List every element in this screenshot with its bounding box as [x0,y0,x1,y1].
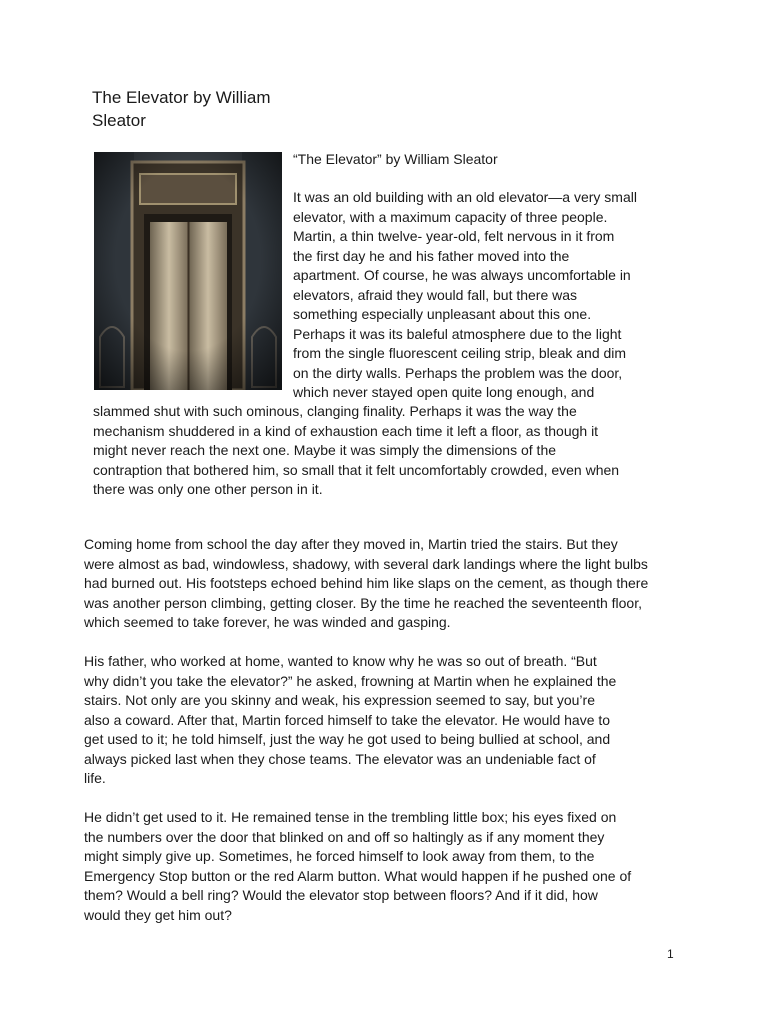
text-line: something especially unpleasant about this one. [293,306,592,322]
paragraph-1-column [293,188,693,403]
title-line-1: The Elevator by William [92,88,271,107]
paragraph-3 [84,652,724,789]
text-line: slammed shut with such ominous, clanging finality. Perhaps it was the way the [93,403,577,419]
text-line: on the dirty walls. Perhaps the problem was the door, [293,364,623,381]
text-line: the first day he and his father moved into the [293,247,570,264]
text-line: mechanism shuddered in a kind of exhaustion each time it left a floor, as though it [93,422,599,439]
text-line: from the single fluorescent ceiling strip, bleak and dim [293,345,627,361]
paragraph-2 [84,535,724,633]
text-line: were almost as bad, windowless, shadowy, with several dark landings where the light bulbs [84,555,648,572]
text-line: Martin, a thin twelve- year-old, felt nervous in it from [293,228,615,244]
text-line: stairs. Not only are you skinny and weak, his expression seemed to say, but you’re [84,692,595,708]
text-line: always picked last when they chose teams. The elevator was an undeniable fact of [84,750,596,767]
text-line: contraption that bothered him, so small that it felt uncomfortably crowded, even when [93,461,620,478]
text-line: might never reach the next one. Maybe it was simply the dimensions of the [93,442,557,458]
text-line: apartment. Of course, he was always uncomfortable in [293,267,631,283]
text-line: there was only one other person in it. [93,481,323,497]
text-line: His father, who worked at home, wanted to know why he was so out of breath. “But [84,653,597,669]
document-title [92,86,312,132]
text-line: elevators, afraid they would fall, but there was [293,286,578,303]
text-line: Perhaps it was its baleful atmosphere due to the light [293,325,622,342]
text-line: had burned out. His footsteps echoed behind him like slaps on the cement, as though there [84,575,649,591]
paragraph-4 [84,808,724,925]
text-line: also a coward. After that, Martin forced himself to take the elevator. He would have to [84,711,611,728]
text-line: the numbers over the door that blinked on and off so haltingly as if any moment they [84,828,605,845]
text-line: Coming home from school the day after they moved in, Martin tried the stairs. But they [84,536,618,552]
text-line: which never stayed open quite long enough, and [293,384,595,400]
text-line: get used to it; he told himself, just the way he got used to being bullied at school, and [84,731,611,747]
text-line: was another person climbing, getting closer. By the time he reached the seventeenth floor, [84,594,642,611]
text-line: might simply give up. Sometimes, he forced himself to look away from them, to the [84,848,595,864]
elevator-photo [94,152,282,390]
text-line: elevator, with a maximum capacity of three people. [293,208,608,225]
paragraph-1-wide [93,402,693,500]
text-line: why didn’t you take the elevator?” he asked, frowning at Martin when he explained the [84,672,617,689]
title-line-2: Sleator [92,111,146,130]
text-line: He didn’t get used to it. He remained tense in the trembling little box; his eyes fixed on [84,809,617,825]
text-line: It was an old building with an old elevator—a very small [293,189,637,205]
page-number: 1 [667,947,674,961]
text-line: would they get him out? [84,906,232,923]
text-line: them? Would a bell ring? Would the elevator stop between floors? And if it did, how [84,887,598,903]
text-line: which seemed to take forever, he was winded and gasping. [84,614,451,630]
text-line: life. [84,770,106,786]
text-line: Emergency Stop button or the red Alarm button. What would happen if he pushed one of [84,867,632,884]
story-subtitle: “The Elevator” by William Sleator [293,151,498,167]
